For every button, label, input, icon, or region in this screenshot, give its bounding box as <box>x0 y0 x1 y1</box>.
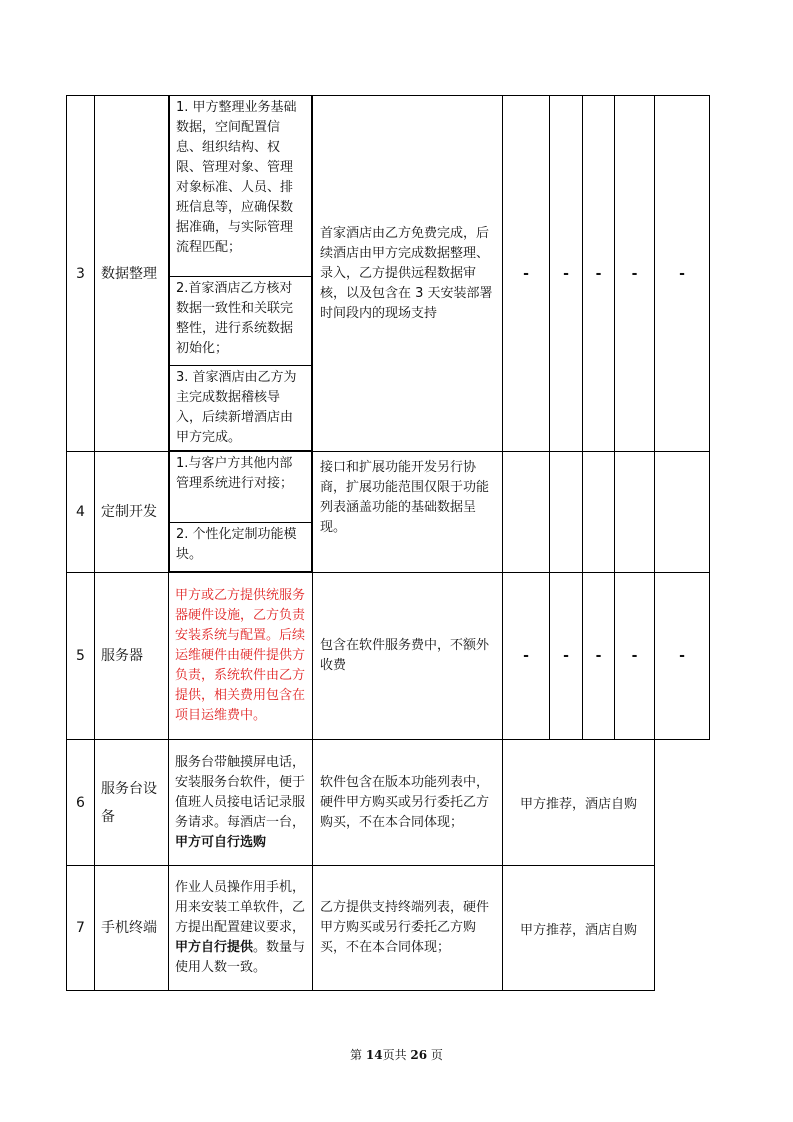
row-number: 5 <box>67 573 95 740</box>
row-category: 手机终端 <box>95 866 169 991</box>
table-row <box>67 96 710 452</box>
status-mark: - <box>655 573 710 740</box>
empty-cell <box>550 452 583 573</box>
status-mark: - <box>615 96 655 452</box>
merged-note: 甲方推荐，酒店自购 <box>503 866 655 991</box>
row-item <box>169 866 313 991</box>
empty-cell <box>655 866 710 991</box>
status-mark: - <box>615 573 655 740</box>
row-item-red: 甲方或乙方提供统服务器硬件设施，乙方负责安装系统与配置。后续运维硬件由硬件提供方负责，系统软件由乙方提供，相关费用包含在项目运维费中。 <box>169 573 313 740</box>
row-category: 定制开发 <box>95 452 169 573</box>
status-mark: - <box>550 573 583 740</box>
list-item: 1.与客户方其他内部管理系统进行对接； <box>170 452 312 523</box>
status-mark: - <box>550 96 583 452</box>
status-mark: - <box>503 573 550 740</box>
status-mark: - <box>583 573 615 740</box>
row-items <box>169 96 313 452</box>
list-item: 2. 个性化定制功能模块。 <box>170 523 312 572</box>
page-total: 26 <box>410 1048 428 1062</box>
item-text: 服务台带触摸屏电话，安装服务台软件，便于值班人员接电话记录服务请求。每酒店一台， <box>175 754 306 830</box>
footer-middle: 页共 <box>382 1048 411 1062</box>
list-item: 3. 首家酒店由乙方为主完成数据稽核导入，后续新增酒店由甲方完成。 <box>170 366 312 451</box>
empty-cell <box>503 452 550 573</box>
table-row <box>67 740 710 866</box>
list-item: 2.首家酒店乙方核对数据一致性和关联完整性，进行系统数据初始化； <box>170 277 312 366</box>
footer-suffix: 页 <box>427 1048 443 1062</box>
row-number: 4 <box>67 452 95 573</box>
row-note: 乙方提供支持终端列表，硬件甲方购买或另行委托乙方购买，不在本合同体现； <box>313 866 503 991</box>
row-items <box>169 452 313 573</box>
status-mark: - <box>583 96 615 452</box>
item-emphasis: 甲方自行提供 <box>175 940 254 955</box>
item-text: 。数量与使用人数一致。 <box>175 940 306 975</box>
row-category: 数据整理 <box>95 96 169 452</box>
item-text: 作业人员操作用手机，用来安装工单软件，乙方提出配置建议要求， <box>175 880 306 935</box>
empty-cell <box>655 452 710 573</box>
table-row <box>67 866 710 991</box>
service-table <box>66 95 710 991</box>
row-number: 3 <box>67 96 95 452</box>
row-number: 7 <box>67 866 95 991</box>
page-footer <box>0 1046 793 1063</box>
empty-cell <box>615 452 655 573</box>
status-mark: - <box>503 96 550 452</box>
row-item <box>169 740 313 866</box>
row-note: 包含在软件服务费中，不额外收费 <box>313 573 503 740</box>
row-category: 服务器 <box>95 573 169 740</box>
row-note: 软件包含在版本功能列表中，硬件甲方购买或另行委托乙方购买，不在本合同体现； <box>313 740 503 866</box>
table-row <box>67 452 710 573</box>
row-note: 接口和扩展功能开发另行协商，扩展功能范围仅限于功能列表涵盖功能的基础数据呈现。 <box>313 452 503 573</box>
table-row <box>67 573 710 740</box>
page-number: 14 <box>365 1048 383 1062</box>
row-note: 首家酒店由乙方免费完成，后续酒店由甲方完成数据整理、录入，乙方提供远程数据审核，以及包含在 3 天安装部署时间段内的现场支持 <box>313 96 503 452</box>
footer-prefix: 第 <box>350 1048 366 1062</box>
list-item: 1. 甲方整理业务基础数据，空间配置信息、组织结构、权限、管理对象、管理对象标准、人员、排班信息等，应确保数据准确，与实际管理流程匹配； <box>170 96 312 277</box>
status-mark: - <box>655 96 710 452</box>
row-number: 6 <box>67 740 95 866</box>
row-category: 服务台设备 <box>95 740 169 866</box>
empty-cell <box>655 740 710 866</box>
item-emphasis: 甲方可自行选购 <box>175 834 267 850</box>
empty-cell <box>583 452 615 573</box>
merged-note: 甲方推荐，酒店自购 <box>503 740 655 866</box>
